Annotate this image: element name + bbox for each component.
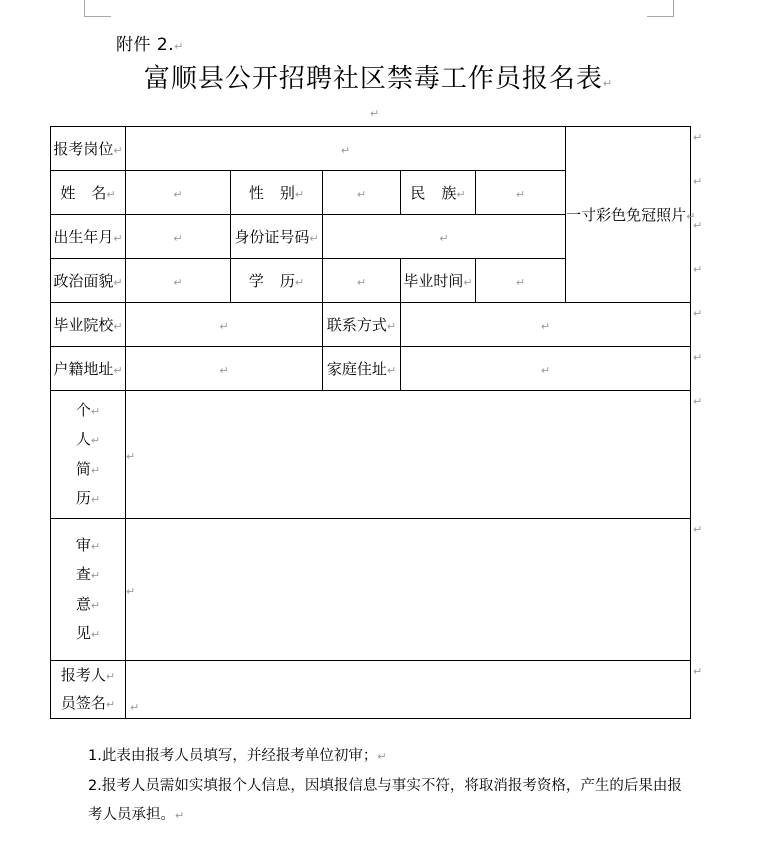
label-char: 见↵ <box>75 623 101 642</box>
pilcrow-mark: ↵ <box>356 275 367 289</box>
pilcrow-mark: ↵ <box>113 364 123 377</box>
pilcrow-mark: ↵ <box>456 188 466 201</box>
pilcrow-mark: ↵ <box>515 187 526 201</box>
pilcrow-mark: ↵ <box>90 434 101 448</box>
pilcrow-mark: ↵ <box>219 363 229 377</box>
field-birth-date[interactable] <box>126 215 231 259</box>
pilcrow-mark: ↵ <box>90 405 101 418</box>
label-text: 毕业时间 <box>403 272 464 290</box>
label-graduation-date <box>401 259 476 303</box>
pilcrow-mark: ↵ <box>439 231 449 245</box>
label-review-opinion <box>51 519 126 661</box>
photo-cell[interactable] <box>566 127 696 303</box>
field-applicant-signature[interactable] <box>126 661 691 719</box>
field-id-number[interactable] <box>323 215 566 259</box>
label-text: 家庭住址 <box>326 360 387 378</box>
note-item <box>88 772 688 831</box>
pilcrow-mark: ↵ <box>173 275 183 289</box>
note-item <box>88 742 688 772</box>
field-graduation-date[interactable] <box>476 259 566 303</box>
label-text: 联系方式 <box>326 316 387 334</box>
pilcrow-mark: ↵ <box>90 627 101 641</box>
label-position <box>51 127 126 171</box>
pilcrow-mark: ↵ <box>693 263 703 276</box>
label-school <box>51 303 126 347</box>
label-text: 身份证号码 <box>234 228 310 246</box>
pilcrow-mark: ↵ <box>463 276 473 289</box>
label-text: 别 <box>279 184 295 202</box>
pilcrow-mark: ↵ <box>219 319 229 333</box>
pilcrow-mark: ↵ <box>602 77 614 90</box>
pilcrow-mark: ↵ <box>693 175 703 188</box>
pilcrow-mark: ↵ <box>130 701 140 714</box>
page-title-text: 富顺县公开招聘社区禁毒工作员报名表 <box>143 64 603 94</box>
label-char: 员签名↵ <box>60 693 116 712</box>
pilcrow-mark: ↵ <box>515 275 526 289</box>
label-text: 族 <box>441 184 457 202</box>
label-text: 毕业院校 <box>53 316 114 334</box>
registration-form-table <box>50 126 696 719</box>
label-text: 民 <box>410 184 426 202</box>
footer-notes <box>88 742 688 831</box>
pilcrow-mark: ↵ <box>90 598 101 612</box>
pilcrow-mark: ↵ <box>309 232 319 245</box>
pilcrow-mark: ↵ <box>113 144 123 157</box>
label-gender <box>231 171 323 215</box>
note-text: 1.此表由报考人员填写，并经报考单位初审； <box>88 748 378 764</box>
label-name <box>51 171 126 215</box>
field-personal-resume[interactable] <box>126 391 691 519</box>
label-id-number <box>231 215 323 259</box>
pilcrow-mark: ↵ <box>693 665 703 678</box>
label-text: 名 <box>91 184 107 202</box>
pilcrow-mark: ↵ <box>90 463 101 477</box>
note-text: 2.报考人员需如实填报个人信息，因填报信息与事实不符，将取消报考资格，产生的后果由报考人员承担。 <box>88 777 682 824</box>
label-political-status <box>51 259 126 303</box>
pilcrow-mark: ↵ <box>340 143 351 157</box>
label-char: 意↵ <box>75 594 101 613</box>
pilcrow-mark: ↵ <box>174 40 184 53</box>
label-char: 简↵ <box>75 459 101 478</box>
pilcrow-mark: ↵ <box>693 395 703 408</box>
label-text: 姓 <box>60 184 76 202</box>
label-text: 户籍地址 <box>53 360 114 378</box>
page-corner-mark-top-right <box>647 0 674 17</box>
field-review-opinion[interactable] <box>126 519 691 661</box>
field-name[interactable] <box>126 171 231 215</box>
field-contact[interactable] <box>401 303 691 347</box>
page-title <box>0 58 757 95</box>
pilcrow-mark: ↵ <box>693 219 703 232</box>
label-text: 历 <box>279 272 295 290</box>
pilcrow-mark: ↵ <box>377 750 387 763</box>
pilcrow-mark: ↵ <box>126 584 136 598</box>
label-contact <box>323 303 401 347</box>
pilcrow-mark: ↵ <box>686 210 696 223</box>
pilcrow-mark: ↵ <box>173 231 183 245</box>
field-gender[interactable] <box>323 171 401 215</box>
label-ethnicity <box>401 171 476 215</box>
page-corner-mark-top-left <box>84 0 111 17</box>
pilcrow-mark: ↵ <box>693 351 703 364</box>
table-row <box>51 661 691 719</box>
label-education <box>231 259 323 303</box>
pilcrow-mark: ↵ <box>90 492 101 506</box>
label-text: 学 <box>248 272 264 290</box>
label-char: 历↵ <box>75 488 101 507</box>
pilcrow-mark: ↵ <box>90 540 101 553</box>
pilcrow-mark: ↵ <box>540 319 551 333</box>
pilcrow-mark: ↵ <box>126 449 136 463</box>
pilcrow-mark: ↵ <box>693 307 703 320</box>
pilcrow-mark: ↵ <box>113 232 123 245</box>
field-political-status[interactable] <box>126 259 231 303</box>
label-text: 性 <box>248 184 264 202</box>
field-education[interactable] <box>323 259 401 303</box>
pilcrow-mark: ↵ <box>106 188 116 201</box>
attachment-label <box>116 30 184 55</box>
label-char: 个↵ <box>75 401 101 419</box>
pilcrow-mark: ↵ <box>173 187 183 201</box>
field-position[interactable] <box>126 127 566 171</box>
field-ethnicity[interactable] <box>476 171 566 215</box>
attachment-label-text: 附件 2. <box>116 35 175 55</box>
pilcrow-mark: ↵ <box>693 523 703 536</box>
label-text: 政治面貌 <box>53 272 114 290</box>
table-row <box>51 519 691 661</box>
pilcrow-mark: ↵ <box>540 363 551 377</box>
pilcrow-mark: ↵ <box>105 697 116 711</box>
pilcrow-mark: ↵ <box>175 809 185 823</box>
label-personal-resume <box>51 391 126 519</box>
pilcrow-mark: ↵ <box>386 364 397 377</box>
pilcrow-mark: ↵ <box>105 669 116 683</box>
pilcrow-mark: ↵ <box>370 107 380 120</box>
label-char: 审↵ <box>75 536 101 554</box>
field-home-address[interactable] <box>401 347 691 391</box>
label-char: 查↵ <box>75 565 101 584</box>
photo-cell-text: 一寸彩色免冠照片 <box>566 206 687 224</box>
table-row <box>51 127 691 171</box>
pilcrow-mark: ↵ <box>294 188 305 201</box>
label-text: 报考岗位 <box>53 140 114 158</box>
label-char: 报考人↵ <box>60 665 116 684</box>
table-row <box>51 391 691 519</box>
pilcrow-mark: ↵ <box>90 569 101 583</box>
field-school[interactable] <box>126 303 323 347</box>
label-home-address <box>323 347 401 391</box>
label-applicant-signature <box>51 661 126 719</box>
pilcrow-mark: ↵ <box>356 187 367 201</box>
label-text: 出生年月 <box>53 228 114 246</box>
pilcrow-mark: ↵ <box>294 276 305 289</box>
pilcrow-mark: ↵ <box>113 320 123 333</box>
label-birth-date <box>51 215 126 259</box>
pilcrow-mark: ↵ <box>386 320 397 333</box>
label-registered-address <box>51 347 126 391</box>
pilcrow-mark: ↵ <box>113 276 123 289</box>
table-row <box>51 347 691 391</box>
pilcrow-mark: ↵ <box>693 131 703 144</box>
table-row <box>51 303 691 347</box>
field-registered-address[interactable] <box>126 347 323 391</box>
label-char: 人↵ <box>75 430 101 449</box>
